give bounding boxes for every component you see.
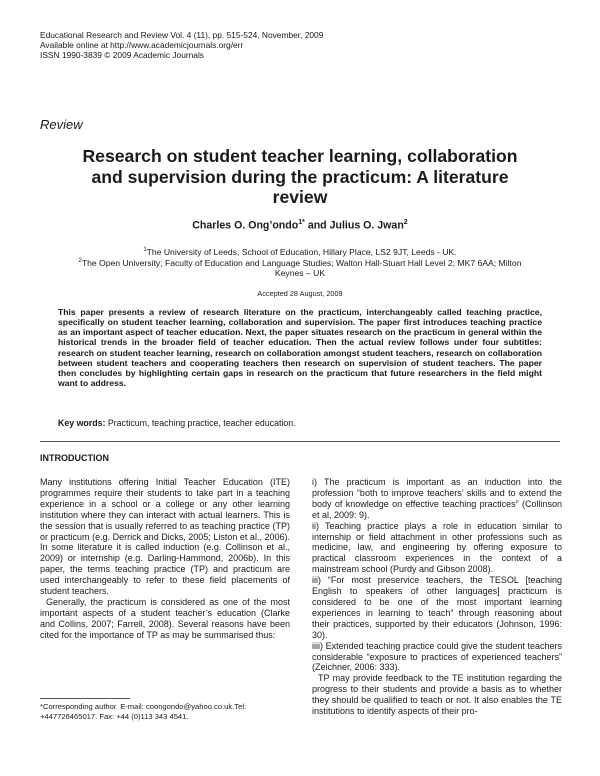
intro-paragraph-2: Generally, the practicum is considered as one of the most important aspects of a student teacher’s education (Clarke and Collins, 2007; Farrell, 2008). Several reasons have been cited for the importance of TP as may be summarised thus: bbox=[40, 596, 290, 640]
section-divider bbox=[40, 441, 560, 442]
keywords bbox=[58, 418, 296, 428]
author-1: Charles O. Ong’ondo bbox=[192, 219, 299, 232]
list-item-i: i) The practicum is important as an induction into the profession “both to improve teachers’ skills and to extend the body of knowledge on effective teaching practices” (Collinson et al, 2009: 9). bbox=[312, 477, 562, 520]
list-item-iiii: iiii) Extended teaching practice could give the student teachers considerable “exposure to practices of experienced teachers” (Zeichner, 2006: 333). bbox=[312, 640, 562, 673]
list-item-ii: ii) Teaching practice plays a role in education similar to internship or field attachment in other professions such as medicine, law, and engineering by offering exposure to practical classroom experiences in the context of a mainstream school (Purdy and Gibson 2008). bbox=[312, 520, 562, 575]
article-title bbox=[40, 146, 560, 208]
available-online-line: Available online at http://www.academicjournals.org/err bbox=[40, 40, 244, 50]
affiliation-2-line-2: Keynes – UK bbox=[274, 268, 326, 279]
authors bbox=[40, 219, 560, 232]
keywords-label: Key words: bbox=[58, 418, 106, 428]
author-2-affil-mark: 2 bbox=[403, 219, 408, 226]
tp-paragraph: TP may provide feedback to the TE institution regarding the progress to their students and provide a basis as to whether they should be qualified to teach or not. It also enables the TE institutions to identify aspects of their pro- bbox=[312, 673, 562, 717]
affiliation-2-line-1: The Open University; Faculty of Education and Language Studies; Walton Hall-Stuart Hall Level 2; MK7 6AA; Milton bbox=[81, 257, 522, 268]
affiliation-1-text: The University of Leeds, School of Education, Hillary Place, LS2 9JT, Leeds - UK. bbox=[146, 246, 457, 257]
keywords-text: Practicum, teaching practice, teacher education. bbox=[105, 418, 296, 428]
footnote-line-1: *Corresponding author. E-mail: coongondo@yahoo.co.uk.Tel: bbox=[40, 702, 247, 711]
footnote-line-2: +447726465017. Fax: +44 (0)113 343 4541. bbox=[40, 712, 189, 721]
footnote-divider bbox=[40, 698, 130, 699]
author-2: Julius O. Jwan bbox=[329, 219, 404, 232]
accepted-date: Accepted 28 August, 2009 bbox=[257, 289, 343, 298]
affiliation-1-mark: 1 bbox=[143, 247, 147, 253]
title-line-3: review bbox=[272, 187, 328, 207]
affiliation-2-mark: 2 bbox=[78, 258, 82, 264]
article-type: Review bbox=[40, 117, 83, 132]
author-1-affil-mark: 1 bbox=[298, 219, 303, 226]
author-connector: and bbox=[304, 219, 330, 232]
title-line-1: Research on student teacher learning, collaboration bbox=[82, 146, 518, 166]
list-item-iii: iii) “For most preservice teachers, the TESOL [teaching English to speakers of other languages] practicum is considered to be one of the most important learning experiences in learning to teach” through reasoning about their practices, supported by their educators (Johnson, 1996: 30). bbox=[312, 575, 562, 640]
title-line-2: and supervision during the practicum: A literature bbox=[91, 166, 509, 187]
left-column bbox=[40, 477, 290, 641]
intro-paragraph-1: Many institutions offering Initial Teacher Education (ITE) programmes require their students to take part in a teaching experience in a school or a college or any other learning institution where they can interact with actual learners. This is the session that is usually referred to as teaching practice (TP) or practicum (e.g. Derrick and Dicks, 2005; Liston et al., 2006). In some literature it is called induction (e.g. Collinson et al., 2009) or internship (e.g. Darling-Hammond, 2006b). In this paper, the terms teaching practice (TP) and practicum are used interchangeably to refer to these field placements of student teachers. bbox=[40, 477, 290, 597]
corresponding-author-footnote bbox=[40, 702, 295, 722]
journal-citation: Educational Research and Review Vol. 4 (11), pp. 515-524, November, 2009 bbox=[40, 30, 324, 40]
affiliation-2 bbox=[40, 256, 560, 279]
corresponding-author-mark: * bbox=[302, 219, 305, 226]
abstract: This paper presents a review of research literature on the practicum, interchangeably called teaching practice, specifically on student teacher learning, collaboration and supervision. The paper first introduces teaching practice as an important aspect of teacher education. Next, the paper situates research on the practicum in general within the historical trends in the broader field of teacher education. Then the actual review follows under four subtitles: research on student teacher learning, research on collaboration amongst student teachers, research on collaboration between student teachers and cooperating teachers then research on supervision of student teachers. The paper then concludes by highlighting certain gaps in research on the practicum that future researchers in the field might want to address. bbox=[58, 307, 542, 389]
right-column bbox=[312, 477, 562, 717]
introduction-heading: INTRODUCTION bbox=[40, 453, 109, 463]
issn-line: ISSN 1990-3839 © 2009 Academic Journals bbox=[40, 50, 204, 60]
